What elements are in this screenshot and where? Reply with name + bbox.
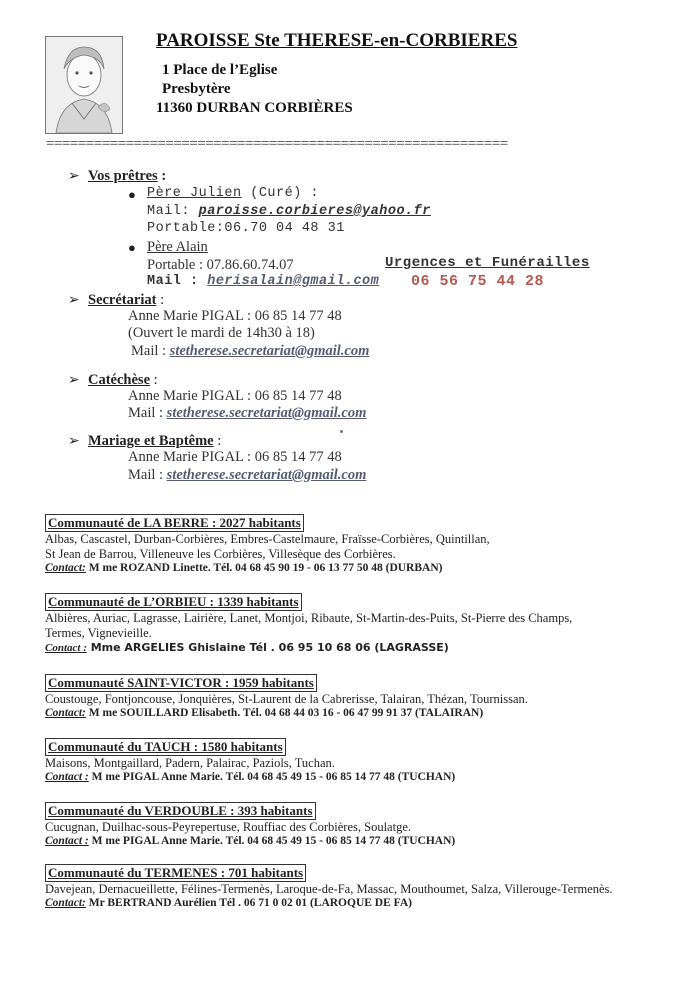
communaute-title: Communauté de L’ORBIEU : 1339 habitants <box>45 593 302 611</box>
arrow-bullet-icon: ➢ <box>68 169 80 184</box>
address-presbytery: Presbytère <box>162 81 231 97</box>
dot-bullet-icon: ● <box>128 187 136 202</box>
pretre-alain-name: Père Alain <box>147 239 208 255</box>
communaute-title: Communauté SAINT-VICTOR : 1959 habitants <box>45 674 317 692</box>
dot-bullet-icon: ● <box>128 240 136 255</box>
communaute-title: Communauté du TAUCH : 1580 habitants <box>45 738 286 756</box>
pretre-julien-portable: Portable:06.70 04 48 31 <box>147 221 345 236</box>
arrow-bullet-icon: ➢ <box>68 373 80 388</box>
communaute-villages: Maisons, Montgaillard, Padern, Palairac, Paziols, Tuchan. <box>45 756 335 770</box>
pretre-julien-mail-link[interactable]: paroisse.corbieres@yahoo.fr <box>198 204 431 219</box>
portrait-image <box>46 37 122 133</box>
communaute-title: Communauté de LA BERRE : 2027 habitants <box>45 514 304 532</box>
separator-line: ========================================================== <box>46 136 508 152</box>
communaute-title: Communauté du TERMENES : 701 habitants <box>45 864 306 882</box>
mariage-mail-link[interactable]: stetherese.secretariat@gmail.com <box>166 467 367 483</box>
pretre-alain-portable: Portable : 07.86.60.74.07 <box>147 257 294 273</box>
communaute-saint-victor <box>45 674 528 719</box>
communaute-villages: Albières, Auriac, Lagrasse, Lairière, Lanet, Montjoi, Ribaute, St-Martin-des-Puits, St-Pierre des Champs, <box>45 611 573 625</box>
arrow-bullet-icon: ➢ <box>68 293 80 308</box>
section-catechese: Catéchèse : <box>88 372 158 388</box>
section-title-catechese: Catéchèse <box>88 372 151 388</box>
communaute-villages: St Jean de Barrou, Villeneuve les Corbières, Villesèque des Corbières. <box>45 547 396 561</box>
section-title-secretariat: Secrétariat <box>88 292 157 308</box>
mariage-contact: Anne Marie PIGAL : 06 85 14 77 48 <box>128 449 342 465</box>
communaute-contact: Contact: M me ROZAND Linette. Tél. 04 68 45 90 19 - 06 13 77 50 48 (DURBAN) <box>45 562 443 574</box>
communaute-contact: Contact: Mr BERTRAND Aurélien Tél . 06 71 0 02 01 (LAROQUE DE FA) <box>45 897 412 909</box>
communaute-villages: Albas, Cascastel, Durban-Corbières, Embres-Castelmaure, Fraïsse-Corbières, Quintillan, <box>45 532 490 546</box>
pretre-julien-name: Père Julien <box>147 186 242 201</box>
section-title-mariage: Mariage et Baptême <box>88 433 214 449</box>
section-title-pretres: Vos prêtres <box>88 168 158 184</box>
communaute-tauch <box>45 738 455 783</box>
communaute-title: Communauté du VERDOUBLE : 393 habitants <box>45 802 316 820</box>
parish-title: PAROISSE Ste THERESE-en-CORBIERES <box>156 30 518 51</box>
communaute-villages: Davejean, Dernacueillette, Félines-Termenès, Laroque-de-Fa, Massac, Mouthoumet, Salza, Villerouge-Termenès. <box>45 882 613 896</box>
secretariat-mail-link[interactable]: stetherese.secretariat@gmail.com <box>169 343 370 359</box>
mariage-mail-line: Mail : stetherese.secretariat@gmail.com <box>128 467 367 483</box>
arrow-bullet-icon: ➢ <box>68 434 80 449</box>
section-secretariat: Secrétariat : <box>88 292 165 308</box>
communaute-villages: Cucugnan, Duilhac-sous-Peyrepertuse, Rouffiac des Corbières, Soulatge. <box>45 820 411 834</box>
catechese-contact: Anne Marie PIGAL : 06 85 14 77 48 <box>128 388 342 404</box>
pretre-julien: Père Julien (Curé) : <box>147 186 320 201</box>
communaute-la-berre <box>45 514 490 574</box>
pretre-julien-mail-line: Mail: paroisse.corbieres@yahoo.fr <box>147 204 431 219</box>
pretre-alain-mail-line: Mail : herisalain@gmail.com <box>147 274 380 289</box>
secretariat-hours: (Ouvert le mardi de 14h30 à 18) <box>128 325 315 341</box>
communaute-contact: Contact: M me SOUILLARD Elisabeth. Tél. 04 68 44 03 16 - 06 47 99 91 37 (TALAIRAN) <box>45 707 484 719</box>
secretariat-contact: Anne Marie PIGAL : 06 85 14 77 48 <box>128 308 342 324</box>
urgences-phone: 06 56 75 44 28 <box>411 273 545 290</box>
saint-portrait <box>45 36 123 134</box>
communaute-villages: Termes, Vignevieille. <box>45 626 152 640</box>
communaute-orbieu <box>45 593 572 654</box>
secretariat-mail-line: Mail : stetherese.secretariat@gmail.com <box>131 343 370 359</box>
catechese-mail-link[interactable]: stetherese.secretariat@gmail.com <box>166 405 367 421</box>
communaute-termenes <box>45 864 613 909</box>
address-city: 11360 DURBAN CORBIÈRES <box>156 100 353 116</box>
communaute-verdouble <box>45 802 455 847</box>
communaute-villages: Coustouge, Fontjoncouse, Jonquières, St-Laurent de la Cabrerisse, Talairan, Thézan, Tournissan. <box>45 692 528 706</box>
communaute-contact: Contact : Mme ARGELIES Ghislaine Tél . 06 95 10 68 06 (LAGRASSE) <box>45 641 449 654</box>
urgences-label: Urgences et Funérailles <box>385 255 590 271</box>
communaute-contact: Contact : M me PIGAL Anne Marie. Tél. 04 68 45 49 15 - 06 85 14 77 48 (TUCHAN) <box>45 835 456 847</box>
address-street: 1 Place de l’Eglise <box>162 62 278 78</box>
communaute-contact: Contact : M me PIGAL Anne Marie. Tél. 04 68 45 49 15 - 06 85 14 77 48 (TUCHAN) <box>45 771 456 783</box>
section-pretres: Vos prêtres : <box>88 168 167 184</box>
section-mariage: Mariage et Baptême : <box>88 433 222 449</box>
pretre-alain-mail-link[interactable]: herisalain@gmail.com <box>207 274 380 289</box>
catechese-mail-line: Mail : stetherese.secretariat@gmail.com <box>128 405 367 421</box>
stray-dot <box>340 430 343 433</box>
